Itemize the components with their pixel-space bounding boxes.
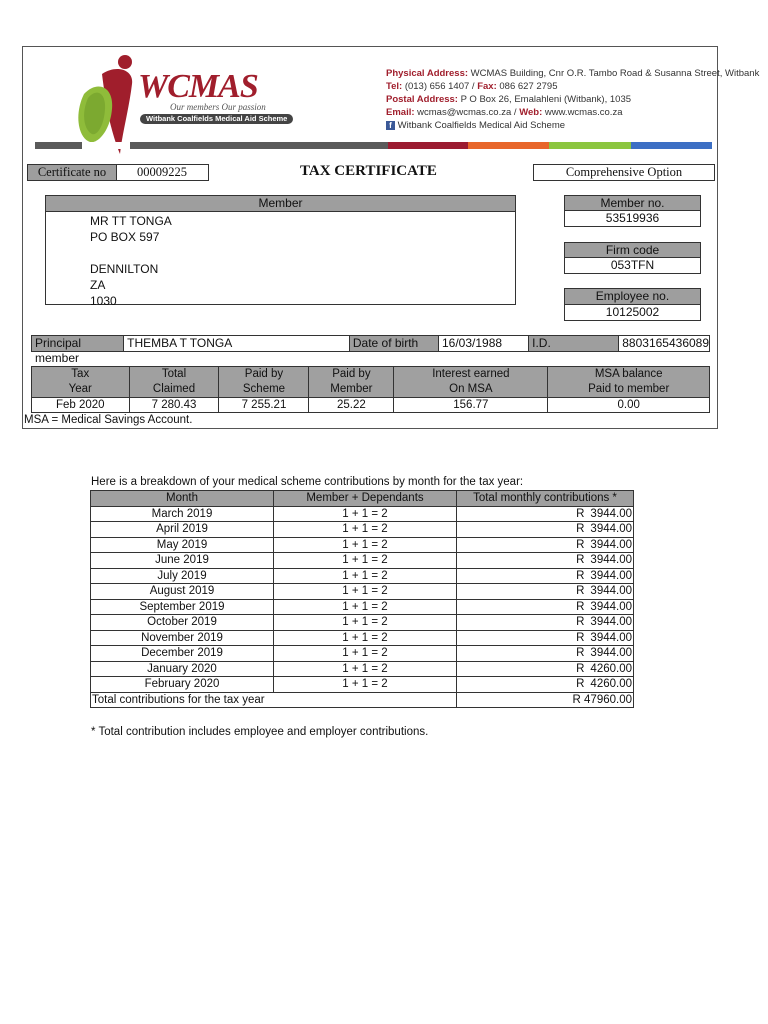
amount-value: 3944.00 (590, 585, 632, 598)
cell-members: 1 + 1 = 2 (274, 599, 457, 615)
facebook-line: f Witbank Coalfields Medical Aid Scheme (386, 119, 759, 132)
cell-members: 1 + 1 = 2 (274, 568, 457, 584)
msa-footnote: MSA = Medical Savings Account. (24, 414, 193, 426)
page-title: TAX CERTIFICATE (300, 163, 437, 179)
certificate-no-label: Certificate no (27, 164, 117, 181)
member-no-label: Member no. (564, 195, 701, 211)
col-tax-year: Tax Year (32, 367, 130, 398)
member-header: Member (46, 196, 515, 212)
currency-symbol: R (576, 523, 585, 536)
amount-value: 3944.00 (590, 554, 632, 567)
col-paid-by-scheme: Paid by Scheme (219, 367, 309, 398)
total-value: R 47960.00 (457, 692, 634, 708)
certificate-no-value: 00009225 (116, 164, 209, 181)
tel-fax: Tel: (013) 656 1407 / Fax: 086 627 2795 (386, 81, 558, 92)
contact-block (386, 67, 759, 132)
currency-symbol: R (576, 554, 585, 567)
amount-value: 3944.00 (590, 538, 632, 551)
cell-members: 1 + 1 = 2 (274, 646, 457, 662)
cell-amount (457, 630, 634, 646)
cell-paid-by-scheme: 7 255.21 (219, 398, 309, 413)
cell-amount (457, 677, 634, 693)
cell-members: 1 + 1 = 2 (274, 506, 457, 522)
cell-month: February 2020 (91, 677, 274, 693)
member-address (46, 212, 515, 309)
cell-amount (457, 646, 634, 662)
amount-value: 3944.00 (590, 600, 632, 613)
cell-month: July 2019 (91, 568, 274, 584)
firm-code-label: Firm code (564, 242, 701, 258)
breakdown-intro: Here is a breakdown of your medical scheme contributions by month for the tax year: (91, 476, 524, 488)
dob-label: Date of birth (350, 336, 439, 351)
cell-members: 1 + 1 = 2 (274, 584, 457, 600)
table-row (91, 615, 634, 631)
currency-symbol: R (576, 538, 585, 551)
currency-symbol: R (576, 600, 585, 613)
currency-symbol: R (576, 678, 585, 691)
cell-amount (457, 568, 634, 584)
amount-value: 3944.00 (590, 523, 632, 536)
total-row (91, 692, 634, 708)
cell-members: 1 + 1 = 2 (274, 661, 457, 677)
logo-text: WCMAS (138, 68, 258, 105)
cell-members: 1 + 1 = 2 (274, 537, 457, 553)
cell-amount (457, 584, 634, 600)
col-total-claimed: Total Claimed (129, 367, 219, 398)
table-row (32, 398, 710, 413)
cell-month: April 2019 (91, 522, 274, 538)
address-line: MR TT TONGA (90, 214, 172, 228)
facebook-icon: f (386, 121, 395, 130)
cell-amount (457, 615, 634, 631)
amount-value: 3944.00 (590, 507, 632, 520)
principal-row (31, 335, 710, 365)
cell-month: November 2019 (91, 630, 274, 646)
summary-table (31, 366, 710, 413)
cell-amount (457, 506, 634, 522)
currency-symbol: R (576, 647, 585, 660)
cell-members: 1 + 1 = 2 (274, 615, 457, 631)
firm-code-value: 053TFN (564, 257, 701, 274)
cell-month: January 2020 (91, 661, 274, 677)
cell-month: May 2019 (91, 537, 274, 553)
table-row (91, 661, 634, 677)
cell-msa-balance: 0.00 (548, 398, 710, 413)
amount-value: 3944.00 (590, 616, 632, 629)
cell-amount (457, 553, 634, 569)
cell-amount (457, 661, 634, 677)
table-row (91, 646, 634, 662)
employee-no-label: Employee no. (564, 288, 701, 305)
cell-amount (457, 522, 634, 538)
dob-value: 16/03/1988 (439, 336, 529, 351)
cell-members: 1 + 1 = 2 (274, 522, 457, 538)
principal-name: THEMBA T TONGA (124, 336, 350, 351)
currency-symbol: R (576, 616, 585, 629)
id-label: I.D. (529, 336, 619, 351)
col-members: Member + Dependants (274, 491, 457, 507)
amount-value: 4260.00 (590, 678, 632, 691)
logo-tagline: Our members Our passion (170, 102, 266, 112)
currency-symbol: R (576, 585, 585, 598)
amount-value: 3944.00 (590, 569, 632, 582)
cell-month: October 2019 (91, 615, 274, 631)
col-interest-msa: Interest earned On MSA (394, 367, 548, 398)
currency-symbol: R (576, 662, 585, 675)
address-line: PO BOX 597 (90, 230, 160, 244)
id-value: 8803165436089 (622, 336, 710, 350)
cell-total-claimed: 7 280.43 (129, 398, 219, 413)
address-line: ZA (90, 278, 106, 292)
cell-month: September 2019 (91, 599, 274, 615)
address-line: DENNILTON (90, 262, 159, 276)
contribution-note: * Total contribution includes employee and employer contributions. (91, 726, 429, 738)
currency-symbol: R (576, 507, 585, 520)
cell-amount (457, 537, 634, 553)
col-paid-by-member: Paid by Member (309, 367, 394, 398)
address-line (90, 245, 515, 261)
cell-interest-msa: 156.77 (394, 398, 548, 413)
cell-month: August 2019 (91, 584, 274, 600)
table-row (91, 630, 634, 646)
total-label: Total contributions for the tax year (91, 692, 457, 708)
member-no-value: 53519936 (564, 210, 701, 227)
brand-stripe (35, 142, 712, 149)
amount-value: 3944.00 (590, 631, 632, 644)
currency-symbol: R (576, 569, 585, 582)
physical-address: Physical Address: WCMAS Building, Cnr O.R. Tambo Road & Susanna Street, Witbank (386, 68, 760, 79)
col-month: Month (91, 491, 274, 507)
cell-members: 1 + 1 = 2 (274, 630, 457, 646)
table-row (91, 584, 634, 600)
cell-amount (457, 599, 634, 615)
table-row (91, 506, 634, 522)
amount-value: 4260.00 (590, 662, 632, 675)
cell-members: 1 + 1 = 2 (274, 553, 457, 569)
currency-symbol: R (576, 631, 585, 644)
logo-banner: Witbank Coalfields Medical Aid Scheme (140, 114, 293, 124)
cell-members: 1 + 1 = 2 (274, 677, 457, 693)
breakdown-header-row (91, 491, 634, 507)
cell-month: December 2019 (91, 646, 274, 662)
col-total-monthly: Total monthly contributions * (457, 491, 634, 507)
cell-month: March 2019 (91, 506, 274, 522)
cell-paid-by-member: 25.22 (309, 398, 394, 413)
address-line: 1030 (90, 294, 117, 308)
table-row (91, 677, 634, 693)
amount-value: 3944.00 (590, 647, 632, 660)
principal-label: Principal member (32, 336, 124, 351)
breakdown-table (90, 490, 634, 708)
cell-month: June 2019 (91, 553, 274, 569)
table-row (91, 553, 634, 569)
cell-tax-year: Feb 2020 (32, 398, 130, 413)
col-msa-balance: MSA balance Paid to member (548, 367, 710, 398)
table-row (91, 537, 634, 553)
email-web: Email: wcmas@wcmas.co.za / Web: www.wcmas.co.za (386, 107, 623, 118)
employee-no-value: 10125002 (564, 304, 701, 321)
table-row (91, 599, 634, 615)
postal-address: Postal Address: P O Box 26, Emalahleni (Witbank), 1035 (386, 94, 632, 105)
table-row (91, 522, 634, 538)
option-label: Comprehensive Option (533, 164, 715, 181)
summary-header-row (32, 367, 710, 398)
member-box (45, 195, 516, 308)
table-row (91, 568, 634, 584)
